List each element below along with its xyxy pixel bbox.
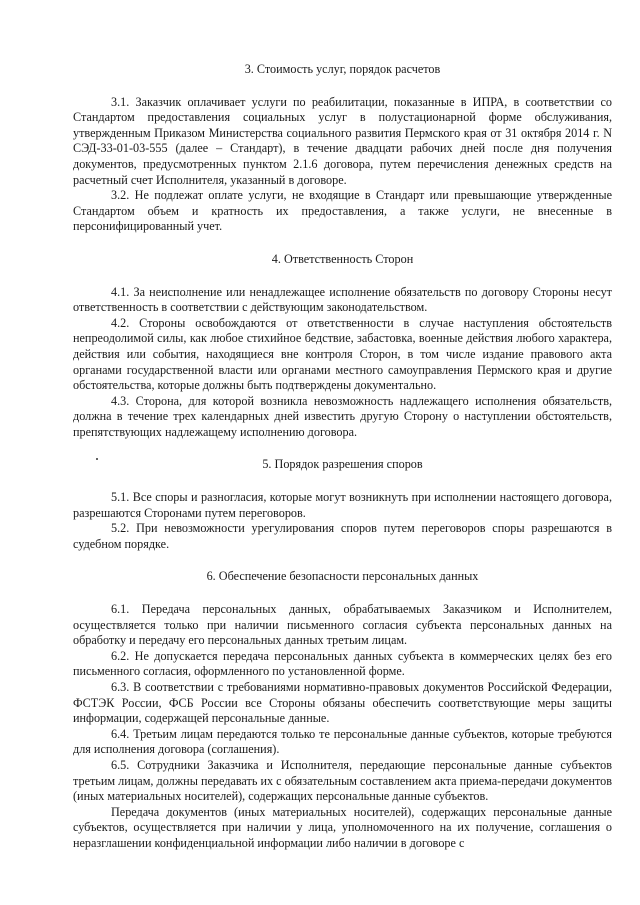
paragraph-3-1: 3.1. Заказчик оплачивает услуги по реабилитации, показанные в ИПРА, в соответствии со Стандартом предоставления социальных услуг в полустационарной форме обслуживания, утвержденным Приказом Министерства социального развития Пермского края от 31 октября 2014 г. N СЭД-33-01-03-555 (далее – Стандарт), в течение двадцати рабочих дней после дня получения документов, предусмотренных пунктом 2.1.6 договора, путем перечисления денежных средств на расчетный счет Исполнителя, указанный в договоре.: [73, 94, 612, 187]
section-heading: 3. Стоимость услуг, порядок расчетов: [244, 62, 441, 76]
paragraph-6-3: 6.3. В соответствии с требованиями нормативно-правовых документов Российской Федерации, ФСТЭК России, ФСБ России все Стороны обязаны обеспечить соответствующие меры защиты информации, содержащей персональные данные.: [73, 680, 612, 726]
paragraph-6-5: 6.5. Сотрудники Заказчика и Исполнителя, передающие персональные данные субъектов третьим лицам, должны передавать их с обязательным составлением акта приема-передачи документов (иных материальных носителей), содержащих персональные данные субъектов.: [73, 757, 612, 804]
scan-speck: [96, 458, 98, 460]
section-4: [73, 252, 612, 441]
paragraph-4-1: 4.1. За неисполнение или ненадлежащее исполнение обязательств по договору Стороны несут ответственность в соответствии с действующим законодательством.: [73, 284, 612, 315]
paragraph-5-1: 5.1. Все споры и разногласия, которые могут возникнуть при исполнении настоящего договора, разрешаются Сторонами путем переговоров.: [73, 490, 612, 520]
section-5: [73, 457, 612, 552]
section-heading: 6. Обеспечение безопасности персональных данных: [206, 569, 479, 584]
paragraph-4-3: 4.3. Сторона, для которой возникла невозможность надлежащего исполнения обязательств, должна в течение трех календарных дней известить другую Сторону о наступлении обстоятельств, препятствующих надлежащему исполнению договора.: [73, 393, 612, 439]
section-3: [73, 62, 612, 235]
section-6: [73, 569, 612, 851]
paragraph-6-2: 6.2. Не допускается передача персональных данных субъекта в коммерческих целях без его письменного согласия, оформленного по установленной форме.: [73, 648, 612, 679]
paragraph-5-2: 5.2. При невозможности урегулирования споров путем переговоров споры разрешаются в судебном порядке.: [73, 521, 612, 551]
paragraph-4-2: 4.2. Стороны освобождаются от ответственности в случае наступления обстоятельств непреодолимой силы, как любое стихийное бедствие, забастовка, военные действия любого характера, действия или события, находящиеся вне контроля Сторон, в том числе издание правового акта органами государственной власти или органами местного самоуправления Пермского края и другие обстоятельства, которые должны быть подтверждены документально.: [73, 315, 612, 393]
section-heading: 4. Ответственность Сторон: [271, 251, 414, 266]
paragraph-6-1: 6.1. Передача персональных данных, обрабатываемых Заказчиком и Исполнителем, осуществляется только при наличии письменного согласия субъекта персональных данных на обработку и передачу его персональных данных третьим лицам.: [73, 602, 612, 648]
paragraph-6-4: 6.4. Третьим лицам передаются только те персональные данные субъектов, которые требуются для исполнения договора (соглашения).: [73, 726, 612, 757]
section-heading: 5. Порядок разрешения споров: [262, 457, 423, 472]
paragraph-3-2: 3.2. Не подлежат оплате услуги, не входящие в Стандарт или превышающие утвержденные Стандартом объем и кратность их предоставления, а также услуги, не внесенные в персонифицированный учет.: [73, 188, 612, 234]
paragraph-6-transfer: Передача документов (иных материальных носителей), содержащих персональные данные субъектов, осуществляется при наличии у лица, уполномоченного на их получение, соглашения о неразглашении конфиденциальной информации либо наличии в договоре с: [73, 804, 612, 850]
